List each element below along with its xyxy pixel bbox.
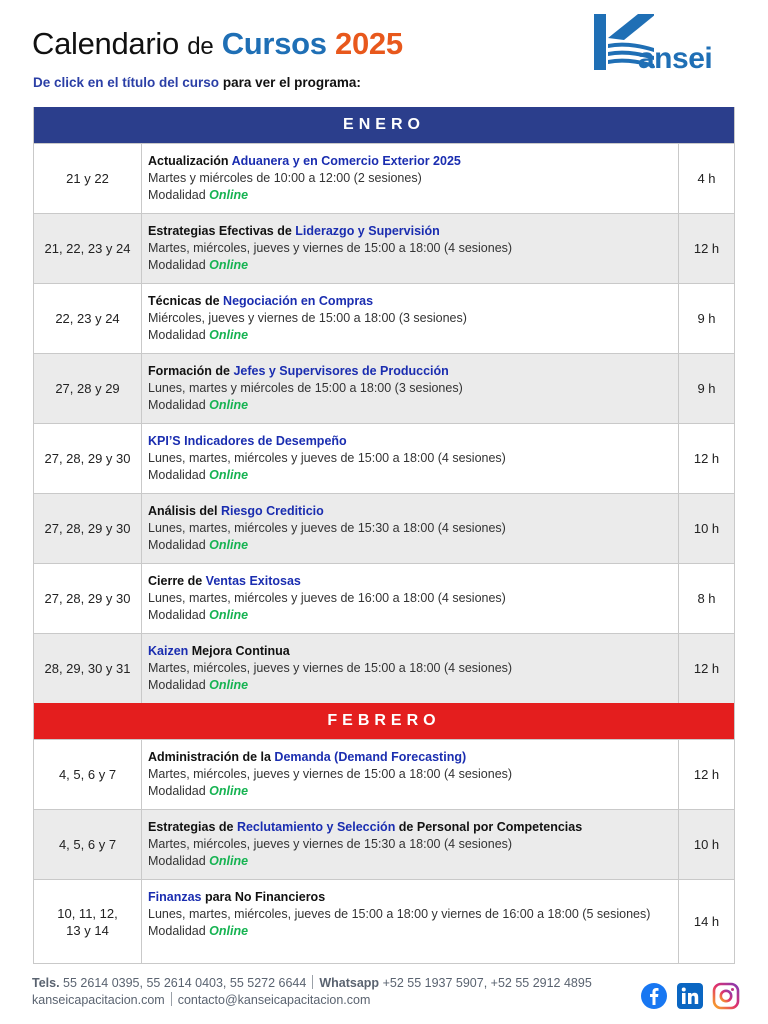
course-row (34, 213, 734, 283)
course-title-pre: Administración de la (148, 750, 275, 764)
website-link[interactable]: kanseicapacitacion.com (32, 993, 165, 1007)
course-modality (148, 783, 672, 800)
course-dates: 27, 28 y 29 (34, 354, 142, 423)
title-calendario: Calendario (32, 26, 179, 61)
course-dates: 27, 28, 29 y 30 (34, 424, 142, 493)
page-header (0, 0, 768, 108)
course-modality (148, 187, 672, 204)
course-title[interactable] (148, 503, 672, 520)
course-modality (148, 327, 672, 344)
page-title (32, 26, 403, 62)
course-title-link[interactable]: Demanda (Demand Forecasting) (274, 750, 467, 764)
course-schedule: Lunes, martes y miércoles de 15:00 a 18:00 (3 sesiones) (148, 381, 463, 395)
page-subtitle (33, 75, 361, 90)
course-description (142, 564, 679, 633)
course-dates: 4, 5, 6 y 7 (34, 810, 142, 879)
modality-online: Online (209, 398, 249, 412)
course-row (34, 633, 734, 703)
course-description (142, 810, 679, 879)
tels-value: 55 2614 0395, 55 2614 0403, 55 5272 6644 (63, 976, 307, 990)
course-description (142, 740, 679, 809)
course-hours: 12 h (693, 451, 720, 466)
title-year: 2025 (335, 26, 403, 61)
course-modality (148, 923, 672, 940)
course-schedule: Miércoles, jueves y viernes de 15:00 a 18:00 (3 sesiones) (148, 311, 467, 325)
course-row (34, 423, 734, 493)
course-row (34, 809, 734, 879)
course-row (34, 879, 734, 963)
course-title-link[interactable]: Reclutamiento y Selección (236, 820, 396, 834)
modality-online: Online (209, 258, 249, 272)
course-description (142, 144, 679, 213)
course-title-post: Mejora Continua (188, 644, 290, 658)
course-schedule: Martes y miércoles de 10:00 a 12:00 (2 sesiones) (148, 171, 422, 185)
course-dates: 21 y 22 (34, 144, 142, 213)
course-modality (148, 257, 672, 274)
course-schedule: Lunes, martes, miércoles y jueves de 15:00 a 18:00 (4 sesiones) (148, 451, 506, 465)
course-title-link[interactable]: Riesgo Crediticio (220, 504, 324, 518)
whatsapp-value: +52 55 1937 5907, +52 55 2912 4895 (382, 976, 592, 990)
course-row (34, 353, 734, 423)
modality-online: Online (209, 538, 249, 552)
course-modality (148, 607, 672, 624)
linkedin-icon[interactable] (676, 982, 704, 1010)
modality-online: Online (209, 784, 249, 798)
course-title[interactable] (148, 643, 672, 660)
course-row (34, 143, 734, 213)
logo-wordmark: ansei (638, 42, 713, 75)
footer-divider (171, 992, 172, 1006)
course-dates: 27, 28, 29 y 30 (34, 564, 142, 633)
month-header: ENERO (34, 107, 734, 143)
modality-online: Online (209, 678, 249, 692)
course-title-pre: Actualización (148, 154, 232, 168)
course-modality (148, 853, 672, 870)
course-title-pre: Análisis del (148, 504, 221, 518)
modality-label: Modalidad (148, 608, 206, 622)
course-description (142, 214, 679, 283)
course-title[interactable] (148, 153, 672, 170)
title-de: de (187, 33, 214, 60)
modality-online: Online (209, 608, 249, 622)
course-title-pre: Técnicas de (148, 294, 224, 308)
course-title-pre: Cierre de (148, 574, 206, 588)
whatsapp-label: Whatsapp (319, 976, 380, 990)
footer-divider (312, 975, 313, 989)
course-description (142, 634, 679, 703)
course-hours: 4 h (697, 171, 716, 186)
course-title-pre: Estrategias de (148, 820, 237, 834)
course-title[interactable] (148, 433, 672, 450)
footer-line-2 (32, 992, 732, 1009)
course-schedule: Lunes, martes, miércoles, jueves de 15:00 a 18:00 y viernes de 16:00 a 18:00 (5 sesiones) (148, 907, 651, 921)
course-title[interactable] (148, 819, 672, 836)
modality-label: Modalidad (148, 258, 206, 272)
modality-label: Modalidad (148, 398, 206, 412)
course-hours: 14 h (693, 914, 720, 929)
facebook-icon[interactable] (640, 982, 668, 1010)
course-hours: 12 h (693, 661, 720, 676)
course-hours: 8 h (697, 591, 716, 606)
title-cursos: Cursos (221, 26, 327, 61)
modality-online: Online (209, 468, 249, 482)
course-title[interactable] (148, 749, 672, 766)
course-dates: 22, 23 y 24 (34, 284, 142, 353)
instagram-icon[interactable] (712, 982, 740, 1010)
course-dates: 4, 5, 6 y 7 (34, 740, 142, 809)
course-title-post: de Personal por Competencias (395, 820, 583, 834)
course-hours: 9 h (697, 381, 716, 396)
modality-label: Modalidad (148, 468, 206, 482)
course-modality (148, 467, 672, 484)
course-title[interactable] (148, 363, 672, 380)
course-title[interactable] (148, 889, 672, 906)
course-title-link[interactable]: Negociación en Compras (223, 294, 374, 308)
email-link[interactable]: contacto@kanseicapacitacion.com (177, 993, 371, 1007)
kansei-logo (594, 14, 744, 74)
course-description (142, 494, 679, 563)
course-schedule: Martes, miércoles, jueves y viernes de 15:00 a 18:00 (4 sesiones) (148, 661, 513, 675)
course-title-post: para No Financieros (201, 890, 326, 904)
course-dates: 28, 29, 30 y 31 (34, 634, 142, 703)
course-hours: 12 h (693, 241, 720, 256)
footer-line-1 (32, 975, 732, 992)
course-schedule: Lunes, martes, miércoles y jueves de 16:00 a 18:00 (4 sesiones) (148, 591, 506, 605)
course-modality (148, 397, 672, 414)
modality-label: Modalidad (148, 924, 206, 938)
course-title-link[interactable]: Liderazgo y Supervisión (295, 224, 440, 238)
course-row (34, 493, 734, 563)
course-title[interactable] (148, 293, 672, 310)
modality-label: Modalidad (148, 328, 206, 342)
course-description (142, 284, 679, 353)
course-schedule: Lunes, martes, miércoles y jueves de 15:30 a 18:00 (4 sesiones) (148, 521, 506, 535)
course-row (34, 563, 734, 633)
tels-label: Tels. (32, 976, 60, 990)
course-schedule: Martes, miércoles, jueves y viernes de 15:30 a 18:00 (4 sesiones) (148, 837, 513, 851)
course-hours: 9 h (697, 311, 716, 326)
course-title-link[interactable]: KPI’S Indicadores de Desempeño (148, 434, 347, 448)
modality-label: Modalidad (148, 678, 206, 692)
course-title-link[interactable]: Finanzas (148, 890, 202, 904)
subtitle-rest: para ver el programa: (222, 75, 361, 90)
course-dates: 21, 22, 23 y 24 (34, 214, 142, 283)
social-links (640, 982, 740, 1010)
course-modality (148, 677, 672, 694)
modality-label: Modalidad (148, 188, 206, 202)
modality-label: Modalidad (148, 784, 206, 798)
course-dates: 27, 28, 29 y 30 (34, 494, 142, 563)
course-dates: 10, 11, 12, 13 y 14 (34, 880, 142, 963)
course-title-link[interactable]: Kaizen (148, 644, 189, 658)
course-title-pre: Estrategias Efectivas de (148, 224, 296, 238)
course-hours: 10 h (693, 837, 720, 852)
course-title[interactable] (148, 223, 672, 240)
course-description (142, 354, 679, 423)
course-title[interactable] (148, 573, 672, 590)
modality-label: Modalidad (148, 538, 206, 552)
course-title-pre: Formación de (148, 364, 234, 378)
month-header: FEBRERO (34, 703, 734, 739)
modality-online: Online (209, 328, 249, 342)
course-schedule: Martes, miércoles, jueves y viernes de 15:00 a 18:00 (4 sesiones) (148, 767, 513, 781)
course-modality (148, 537, 672, 554)
course-title-link[interactable]: Ventas Exitosas (205, 574, 301, 588)
course-hours: 12 h (693, 767, 720, 782)
subtitle-link: De click en el título del curso (33, 75, 220, 90)
course-table (33, 107, 735, 964)
modality-online: Online (209, 924, 249, 938)
course-description (142, 424, 679, 493)
modality-label: Modalidad (148, 854, 206, 868)
modality-online: Online (209, 854, 249, 868)
course-title-link[interactable]: Aduanera y en Comercio Exterior 2025 (231, 154, 461, 168)
course-row (34, 739, 734, 809)
modality-online: Online (209, 188, 249, 202)
course-title-link[interactable]: Jefes y Supervisores de Producción (233, 364, 449, 378)
footer (32, 975, 732, 1009)
course-schedule: Martes, miércoles, jueves y viernes de 15:00 a 18:00 (4 sesiones) (148, 241, 513, 255)
course-description (142, 880, 679, 963)
course-hours: 10 h (693, 521, 720, 536)
course-row (34, 283, 734, 353)
